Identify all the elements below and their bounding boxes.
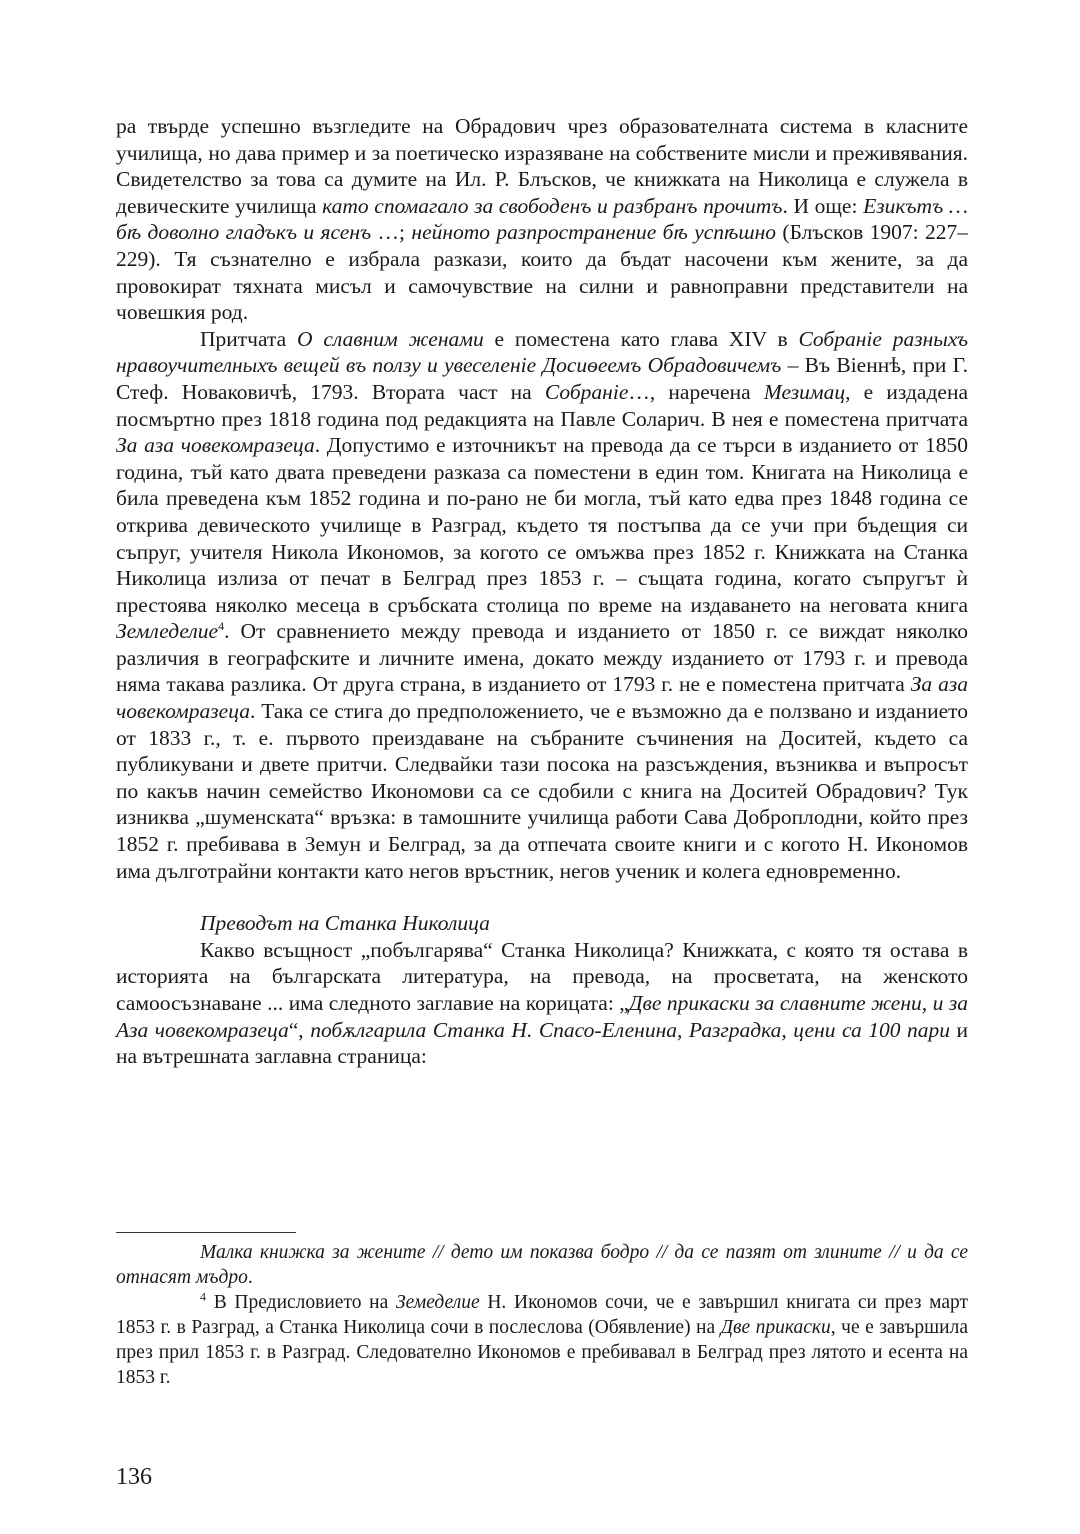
text-run: Какво всъщност „побългарява“ Станка Николица? Книжката, с която тя остава в историята на българската литература, на превода, на просветата, на женското самоосъзнаване ... има следното заглавие на корицата: „ (116, 937, 968, 1015)
italic-text: О славним женами (297, 326, 484, 351)
section-gap (116, 884, 968, 910)
italic-text: нейното разпространение бѣ успѣшно (411, 220, 777, 245)
text-run: …; (371, 220, 412, 245)
italic-text: За аза човекомразеца (116, 433, 315, 458)
text-run: Н. Икономов сочи, че е завършил книгата си през март 1853 г. в Разград, а Станка Николица сочи в послеслова (Обявление) на (116, 1292, 968, 1338)
paragraph (116, 937, 968, 1070)
footnote-marker: 4 (218, 619, 225, 634)
text-run: . Така се стига до предположението, че е възможно да е ползвано и изданието от 1833 г., т. е. първото преиздаване на събраните съчинения на Доситей, където са публикувани и двете притчи. Следвайки тази посока на разсъждения, възниква и въпросът по какъв начин семейство Икономови са се сдобили с книга на Доситей Обрадович? Тук изниква „шуменската“ връзка: в тамошните училища работи Сава Доброплодни, който през 1852 г. пребивава в Земун и Белград, за да отпечата своите книги и с когото Н. Икономов има дълготрайни контакти като негов връстник, негов ученик и колега едновременно. (116, 699, 968, 883)
italic-text: Езикътъ … бѣ доволно гладъкъ и ясенъ (116, 193, 968, 245)
text-run: Притчата (200, 326, 297, 351)
italic-text: Земеделие (395, 1292, 480, 1313)
footnotes (116, 1240, 968, 1390)
text-run: и на вътрешната заглавна страница: (116, 1017, 969, 1069)
text-run: – Въ Віеннѣ, при Г. Стеф. Новаковичѣ, 1793. Втората част на (116, 353, 968, 404)
text-run: е поместена като глава XIV в (483, 326, 799, 351)
italic-text: Собраніе (544, 379, 629, 404)
text-run: (Блъсков 1907: 227–229). Тя съзнателно е избрала разкази, които да бъдат насочени към жените, за да провокират тяхната мисъл и самочувствие на силни и равноправни представители на човешкия род. (116, 220, 968, 325)
footnote-separator (116, 1232, 296, 1233)
main-text (116, 113, 968, 1070)
text-run: В Предисловието на (206, 1292, 396, 1313)
section-heading: Преводът на Станка Николица (200, 911, 490, 936)
italic-text: Земледелие (116, 619, 219, 644)
italic-text: Малка книжка за жените // дето им показва бодро // да се пазят от злините // и да се отнасят мъдро (116, 1242, 968, 1288)
italic-text: Две прикаски за славните жени, и за Аза човекомразеца (116, 991, 968, 1042)
text-run: . (247, 1267, 253, 1288)
footnote-marker: 4 (200, 1289, 206, 1304)
italic-text: Мезимац (763, 379, 846, 404)
text-run: . От сравнението между превода и изданието от 1850 г. се виждат няколко различия в географските и личните имена, докато между изданието от 1793 г. и превода няма такава разлика. От друга страна, в изданието от 1793 г. не е поместена притчата (116, 619, 968, 697)
paragraph (116, 113, 968, 326)
text-run: …, наречена (628, 379, 764, 404)
italic-text: Собраніе разныхъ нравоучителныхъ вещей въ ползу и увеселеніе Досиѳеемъ Обрадовичемъ (116, 326, 968, 378)
text-run: , че е завършила през прил 1853 г. в Разград. Следователно Икономов е пребивавал в Белград през лятото и есента на 1853 г. (116, 1317, 968, 1388)
footnote-4 (116, 1290, 968, 1390)
italic-text: побѫлгарила Станка Н. Спасо-Еленина, Разградка, цени са 100 пари (310, 1017, 950, 1042)
text-run: ра твърде успешно възгледите на Обрадович чрез образователната система в класните училища, но дава пример и за поетическо изразяване на собствените мисли и преживявания. Свидетелство за това са думите на Ил. Р. Блъсков, че книжката на Николица е служела в девическите училища (116, 114, 968, 218)
text-run: . И още: (782, 193, 864, 218)
page-number: 136 (116, 1464, 152, 1490)
italic-text: За аза човекомразеца (116, 672, 968, 724)
text-run: . Допустимо е източникът на превода да се търси в изданието от 1850 година, тъй като двата преведени разказа са поместени в един том. Книгата на Николица е била преведена към 1852 година и по-рано не би могла, тъй като едва през 1848 година се открива девическото училище в Разград, където тя постъпва да се учи при бъдещия си съпруг, учителя Никола Икономов, за когото се омъжва през 1852 г. Книжката на Станка Николица излиза от печат в Белград през 1853 г. – същата година, когато съпругът ѝ престоява няколко месеца в сръбската столица по време на издаването на неговата книга (116, 433, 969, 617)
footnote-continuation (116, 1240, 968, 1290)
italic-text: Две прикаски (720, 1317, 831, 1338)
italic-text: като спомагало за свободенъ и разбранъ прочитъ (322, 193, 783, 218)
paragraph (116, 326, 968, 884)
text-run: , е издадена посмъртно през 1818 година под редакцията на Павле Соларич. В нея е поместена притчата (116, 379, 969, 431)
text-run: “, (288, 1017, 311, 1042)
